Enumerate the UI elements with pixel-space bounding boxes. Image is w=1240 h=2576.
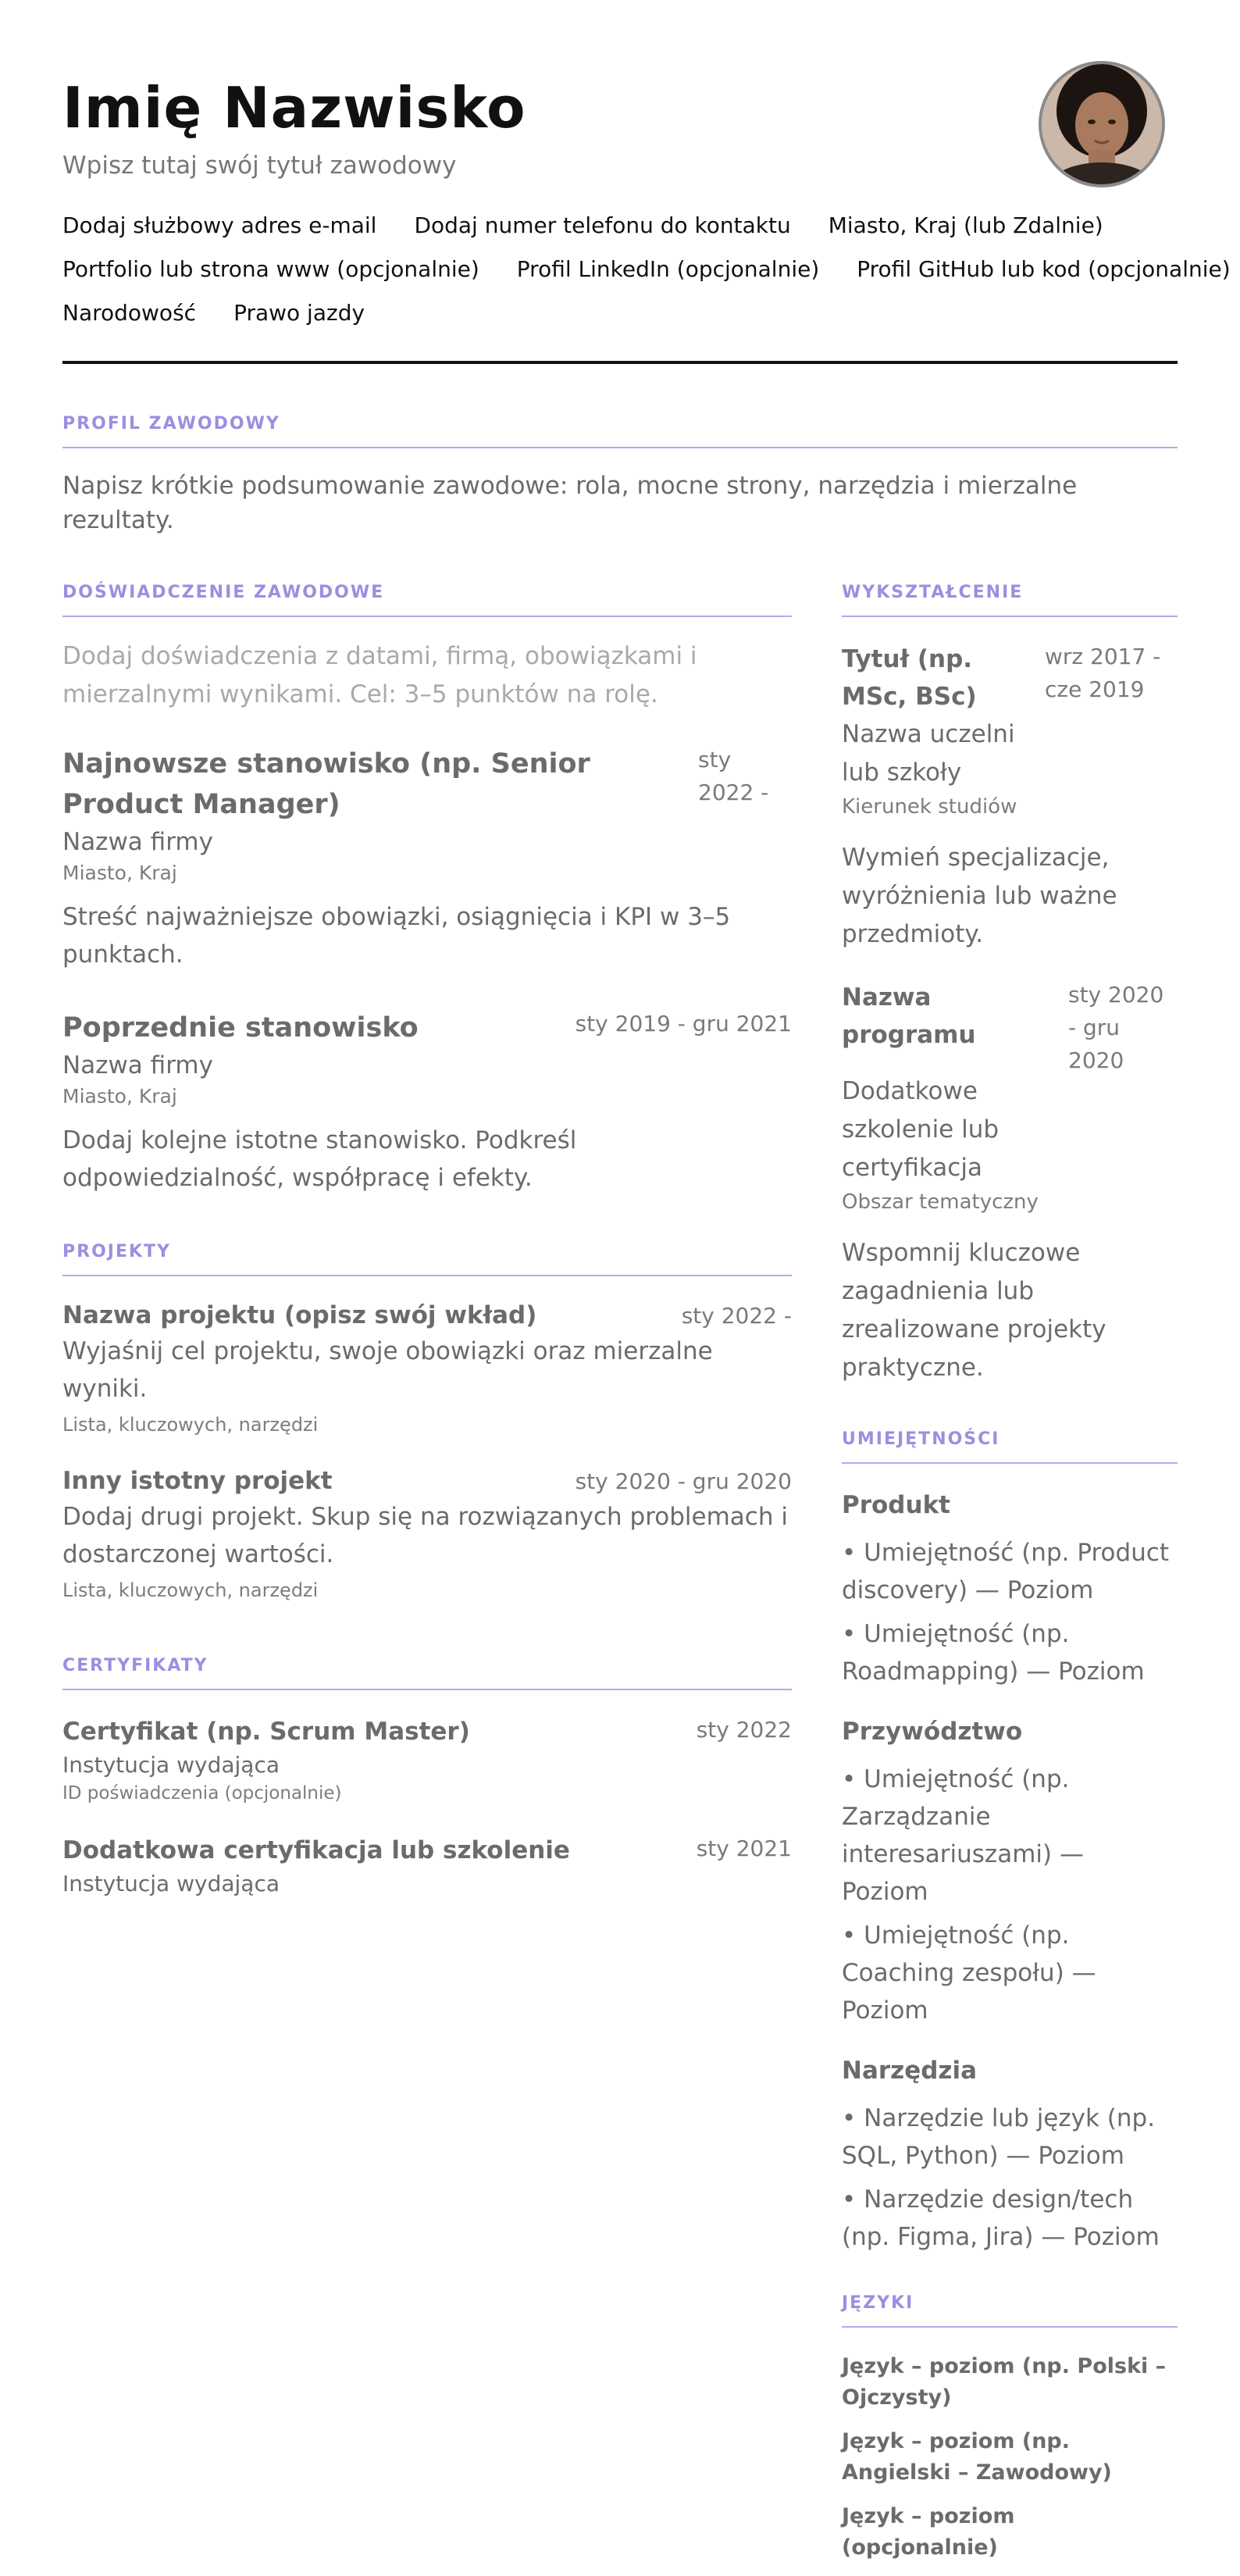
company-name: Nazwa firmy: [62, 1051, 213, 1079]
right-column: [842, 581, 1178, 2576]
company-name: Nazwa firmy: [62, 828, 213, 856]
contact-list: [62, 212, 1231, 326]
resume-header: [62, 69, 1231, 364]
skill-item: • Narzędzie design/tech (np. Figma, Jira) — Poziom: [842, 2185, 1160, 2251]
section-divider: [842, 2326, 1178, 2328]
certificates-heading: CERTYFIKATY: [62, 1656, 208, 1675]
skills-section: [842, 1428, 1178, 2256]
skill-item: • Narzędzie lub język (np. SQL, Python) — Poziom: [842, 2104, 1156, 2170]
nationality-text: Narodowość: [62, 300, 197, 326]
project-entry: [62, 1465, 792, 1604]
education-field: Obszar tematyczny: [842, 1190, 1039, 1214]
github-link[interactable]: Profil GitHub lub kod (opcjonalnie): [857, 256, 1231, 282]
project-description: Dodaj drugi projekt. Skup się na rozwiązanych problemach i dostarczonej wartości.: [62, 1503, 788, 1568]
education-heading: WYKSZTAŁCENIE: [842, 583, 1024, 602]
education-description: Wymień specjalizacje, wyróżnienia lub ważne przedmioty.: [842, 844, 1117, 948]
phone-link[interactable]: Dodaj numer telefonu do kontaktu: [414, 212, 791, 238]
certificates-section: [62, 1654, 792, 1900]
portfolio-link[interactable]: Portfolio lub strona www (opcjonalnie): [62, 256, 479, 282]
education-degree: Nazwa programu: [842, 983, 976, 1049]
education-date: wrz 2017 - cze 2019: [1045, 644, 1161, 702]
education-entry: [842, 640, 1178, 954]
skill-group: [842, 1487, 1178, 1690]
skill-group: [842, 2053, 1178, 2256]
skill-item: • Umiejętność (np. Zarządzanie interesariuszami) — Poziom: [842, 1765, 1084, 1906]
section-divider: [842, 1462, 1178, 1464]
education-entry: [842, 979, 1178, 1387]
project-date: sty 2022 -: [681, 1303, 792, 1329]
education-date: sty 2020 - gru 2020: [1068, 982, 1164, 1073]
languages-heading: JĘZYKI: [842, 2293, 914, 2313]
job-title: Wpisz tutaj swój tytuł zawodowy: [62, 152, 457, 180]
skills-heading: UMIEJĘTNOŚCI: [842, 1429, 1000, 1449]
job-role: Poprzednie stanowisko: [62, 1012, 419, 1044]
profile-heading: PROFIL ZAWODOWY: [62, 414, 280, 433]
skill-item: • Umiejętność (np. Roadmapping) — Poziom: [842, 1620, 1145, 1686]
certificate-entry: [62, 1714, 792, 1806]
contact-row-3: [62, 300, 1187, 326]
certificate-institution: Instytucja wydająca: [62, 1752, 280, 1778]
certificate-date: sty 2021: [696, 1836, 792, 1861]
profile-photo: [1039, 61, 1165, 187]
section-divider: [62, 1689, 792, 1690]
education-school: Dodatkowe szkolenie lub certyfikacja: [842, 1077, 999, 1182]
job-description: Streść najważniejsze obowiązki, osiągnięcia i KPI w 3–5 punktach.: [62, 903, 731, 969]
location-text: Miasto, Kraj (lub Zdalnie): [828, 212, 1103, 238]
section-divider: [62, 447, 1178, 448]
job-description: Dodaj kolejne istotne stanowisko. Podkreśl odpowiedzialność, współpracę i efekty.: [62, 1126, 577, 1192]
skill-item: • Umiejętność (np. Coaching zespołu) — Poziom: [842, 1921, 1096, 2025]
certificate-date: sty 2022: [696, 1717, 792, 1743]
language-list: [842, 2351, 1178, 2564]
project-tags: Lista, kluczowych, narzędzi: [62, 1579, 319, 1601]
projects-section: [62, 1240, 792, 1604]
section-divider: [842, 615, 1178, 617]
skill-item: • Umiejętność (np. Product discovery) — Poziom: [842, 1539, 1170, 1604]
project-tags: Lista, kluczowych, narzędzi: [62, 1414, 319, 1436]
project-entry: [62, 1300, 792, 1439]
driving-license-text: Prawo jazdy: [233, 300, 365, 326]
skill-group-name: Produkt: [842, 1491, 951, 1519]
certificate-id: ID poświadczenia (opcjonalnie): [62, 1783, 342, 1804]
education-degree: Tytuł (np. MSc, BSc): [842, 645, 977, 711]
header-divider: [62, 361, 1178, 364]
experience-note: Dodaj doświadczenia z datami, firmą, obowiązkami i mierzalnymi wynikami. Cel: 3–5 punktów na rolę.: [62, 642, 697, 708]
language-item: Język – poziom (np. Polski – Ojczysty): [842, 2354, 1167, 2410]
certificate-title: Dodatkowa certyfikacja lub szkolenie: [62, 1836, 570, 1864]
job-date: sty 2019 - gru 2021: [575, 1011, 792, 1036]
skill-group-name: Narzędzia: [842, 2057, 977, 2085]
job-location: Miasto, Kraj: [62, 862, 177, 884]
certificate-entry: [62, 1832, 792, 1900]
two-column-body: [62, 581, 1178, 2576]
full-name: Imię Nazwisko: [62, 75, 526, 141]
job-date: sty 2022 -: [698, 747, 769, 805]
section-divider: [62, 615, 792, 617]
profile-summary: Napisz krótkie podsumowanie zawodowe: rola, mocne strony, narzędzia i mierzalne rezultaty.: [62, 472, 1078, 534]
skill-group-name: Przywództwo: [842, 1718, 1023, 1746]
certificate-institution: Instytucja wydająca: [62, 1871, 280, 1896]
language-item: Język – poziom (np. Angielski – Zawodowy): [842, 2429, 1112, 2485]
experience-entry: [62, 1008, 792, 1197]
education-section: [842, 581, 1178, 1387]
experience-entry: [62, 744, 792, 973]
contact-row-2: [62, 256, 1231, 283]
profile-section: [62, 412, 1178, 537]
education-school: Nazwa uczelni lub szkoły: [842, 720, 1015, 787]
project-date: sty 2020 - gru 2020: [575, 1468, 792, 1494]
education-field: Kierunek studiów: [842, 795, 1017, 819]
job-role: Najnowsze stanowisko (np. Senior Product Manager): [62, 748, 590, 820]
left-column: [62, 581, 792, 2576]
job-location: Miasto, Kraj: [62, 1085, 177, 1108]
skill-group: [842, 1714, 1178, 2029]
experience-heading: DOŚWIADCZENIE ZAWODOWE: [62, 583, 385, 602]
languages-section: [842, 2292, 1178, 2564]
project-description: Wyjaśnij cel projektu, swoje obowiązki oraz mierzalne wyniki.: [62, 1337, 713, 1403]
projects-heading: PROJEKTY: [62, 1242, 171, 1261]
language-item: Język – poziom (opcjonalnie): [842, 2504, 1015, 2560]
linkedin-link[interactable]: Profil LinkedIn (opcjonalnie): [516, 256, 820, 282]
section-divider: [62, 1275, 792, 1276]
person-photo-icon: [1042, 64, 1162, 184]
certificate-title: Certyfikat (np. Scrum Master): [62, 1718, 470, 1746]
experience-section: [62, 581, 792, 1197]
email-link[interactable]: Dodaj służbowy adres e-mail: [62, 212, 377, 238]
contact-row-1: [62, 212, 1187, 239]
project-title: Nazwa projektu (opisz swój wkład): [62, 1301, 537, 1329]
education-description: Wspomnij kluczowe zagadnienia lub zrealizowane projekty praktyczne.: [842, 1239, 1106, 1382]
project-title: Inny istotny projekt: [62, 1467, 333, 1495]
